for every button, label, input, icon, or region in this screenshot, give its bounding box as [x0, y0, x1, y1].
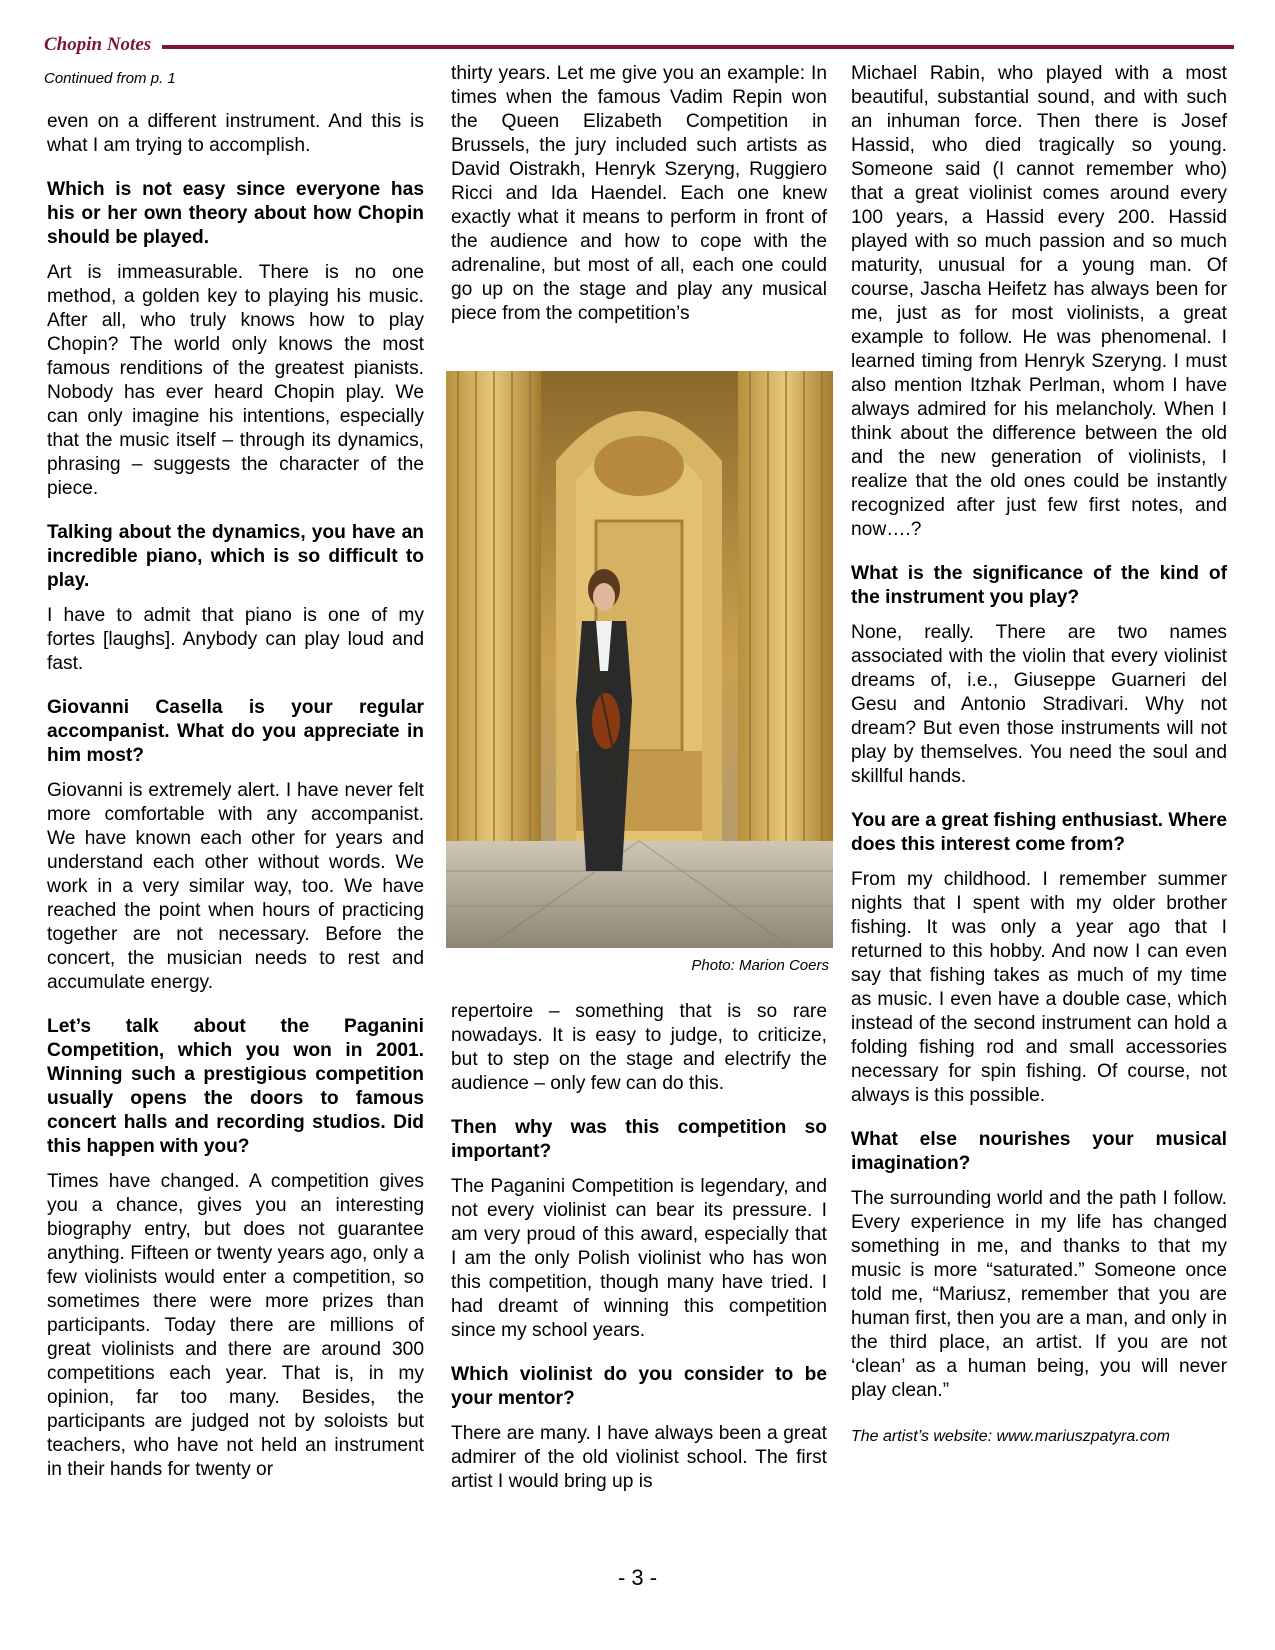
interview-question: Giovanni Casella is your regular accompanist. What do you appreciate in him most? [47, 697, 424, 766]
interview-question: Then why was this competition so important? [451, 1117, 827, 1162]
column-3 [851, 62, 1227, 1449]
column-2-top [451, 62, 827, 326]
photo-caption: Photo: Marion Coers [691, 957, 829, 974]
violinist-photo [446, 371, 833, 948]
interview-answer: thirty years. Let me give you an example: In times when the famous Vadim Repin won the Queen Elizabeth Competition in Brussels, the jury included such artists as David Oistrakh, Henryk Szeryng, Ruggiero Ricci and Ida Haendel. Each one knew exactly what it means to perform in front of the audience and how to cope with the adrenaline, but most of all, each one could go up on the stage and play any musical piece from the competition’s [451, 63, 827, 324]
interview-answer: Michael Rabin, who played with a most beautiful, substantial sound, and with such an inhuman force. Then there is Josef Hassid, who died tragically so young. Someone said (I cannot remember who) that a great violinist comes around every 100 years, a Hassid every 200. Hassid played with so much passion and so much maturity, unusual for a young man. Of course, Jascha Heifetz has always been for me, just as for most violinists, a great example to follow. He was phenomenal. I learned timing from Henryk Szeryng. I must also mention Itzhak Perlman, whom I have always admired for his melancholy. When I think about the difference between the old and the new generation of violinists, I realize that the old ones could be instantly recognized after just few first notes, and now….? [851, 63, 1227, 540]
interview-question: Which violinist do you consider to be your mentor? [451, 1364, 827, 1409]
artist-website-note: The artist’s website: www.mariuszpatyra.com [851, 1428, 1170, 1445]
interview-answer: From my childhood. I remember summer nights that I spent with my older brother fishing. It was only a year ago that I returned to this hobby. And now I can even say that fishing takes as much of my time as music. I even have a double case, which instead of the second instrument can hold a folding fishing rod and small accessories necessary for spin fishing. Of course, not always is this possible. [851, 869, 1227, 1106]
page-number: - 3 - [617, 1565, 658, 1590]
interview-question: You are a great fishing enthusiast. Where does this interest come from? [851, 810, 1228, 855]
header-rule [162, 45, 1234, 49]
interview-answer: None, really. There are two names associated with the violin that every violinist dreams of, i.e., Giuseppe Guarneri del Gesu and Antonio Stradivari. Why not dream? But even those instruments will not play by themselves. You need the soul and skillful hands. [851, 622, 1227, 787]
continued-note: Continued from p. 1 [44, 70, 176, 87]
interview-answer: even on a different instrument. And this is what I am trying to accomplish. [47, 111, 424, 156]
column-1 [47, 110, 424, 1482]
interview-question: What else nourishes your musical imagination? [851, 1129, 1227, 1174]
interview-answer: Times have changed. A competition gives you a chance, gives you an interesting biography entry, but does not guarantee anything. Fifteen or twenty years ago, only a few violinists would enter a competition, so sometimes there were more prizes than participants. Today there are millions of great violinists and there are around 300 competitions each year. That is, in my opinion, far too many. Besides, the participants are judged not by soloists but teachers, who have not held an instrument in their hands for twenty or [47, 1171, 424, 1480]
newsletter-title: Chopin Notes [44, 34, 152, 55]
interview-answer: I have to admit that piano is one of my fortes [laughs]. Anybody can play loud and fast. [47, 605, 424, 674]
interview-answer: The surrounding world and the path I follow. Every experience in my life has changed something in me, and thanks to that my music is more “saturated.” Someone once told me, “Mariusz, remember that you are human first, then you are a man, and only in the third place, an artist. If you are not ‘clean’ as a human being, you will never play clean.” [851, 1188, 1227, 1401]
interview-question: What is the significance of the kind of the instrument you play? [851, 563, 1227, 608]
interview-question: Talking about the dynamics, you have an incredible piano, which is so difficult to play. [47, 522, 424, 591]
interview-question: Let’s talk about the Paganini Competition, which you won in 2001. Winning such a prestigious competition usually opens the doors to famous concert halls and recording studios. Did this happen with you? [47, 1016, 424, 1157]
interview-answer: There are many. I have always been a great admirer of the old violinist school. The first artist I would bring up is [451, 1423, 827, 1492]
violinist-photo-image [446, 371, 833, 948]
interview-question: Which is not easy since everyone has his or her own theory about how Chopin should be played. [47, 179, 424, 248]
column-2-bottom [451, 1000, 827, 1494]
interview-answer: Giovanni is extremely alert. I have never felt more comfortable with any accompanist. We have known each other for years and understand each other without words. We work in a very similar way, too. We have reached the point when hours of practicing together are not necessary. Before the concert, the musician needs to rest and accumulate energy. [47, 780, 424, 993]
interview-answer: The Paganini Competition is legendary, and not every violinist can bear its pressure. I am very proud of this award, especially that I am the only Polish violinist who has won this competition, though many have tried. I had dreamt of winning this competition since my school years. [451, 1176, 827, 1341]
interview-answer: repertoire – something that is so rare nowadays. It is easy to judge, to criticize, but to step on the stage and electrify the audience – only few can do this. [451, 1001, 827, 1094]
newsletter-header [44, 34, 1234, 58]
interview-answer: Art is immeasurable. There is no one method, a golden key to playing his music. After all, who truly knows how to play Chopin? The world only knows the most famous renditions of the greatest pianists. Nobody has ever heard Chopin play. We can only imagine his intentions, especially that the music itself – through its dynamics, phrasing – suggests the character of the piece. [47, 262, 424, 499]
